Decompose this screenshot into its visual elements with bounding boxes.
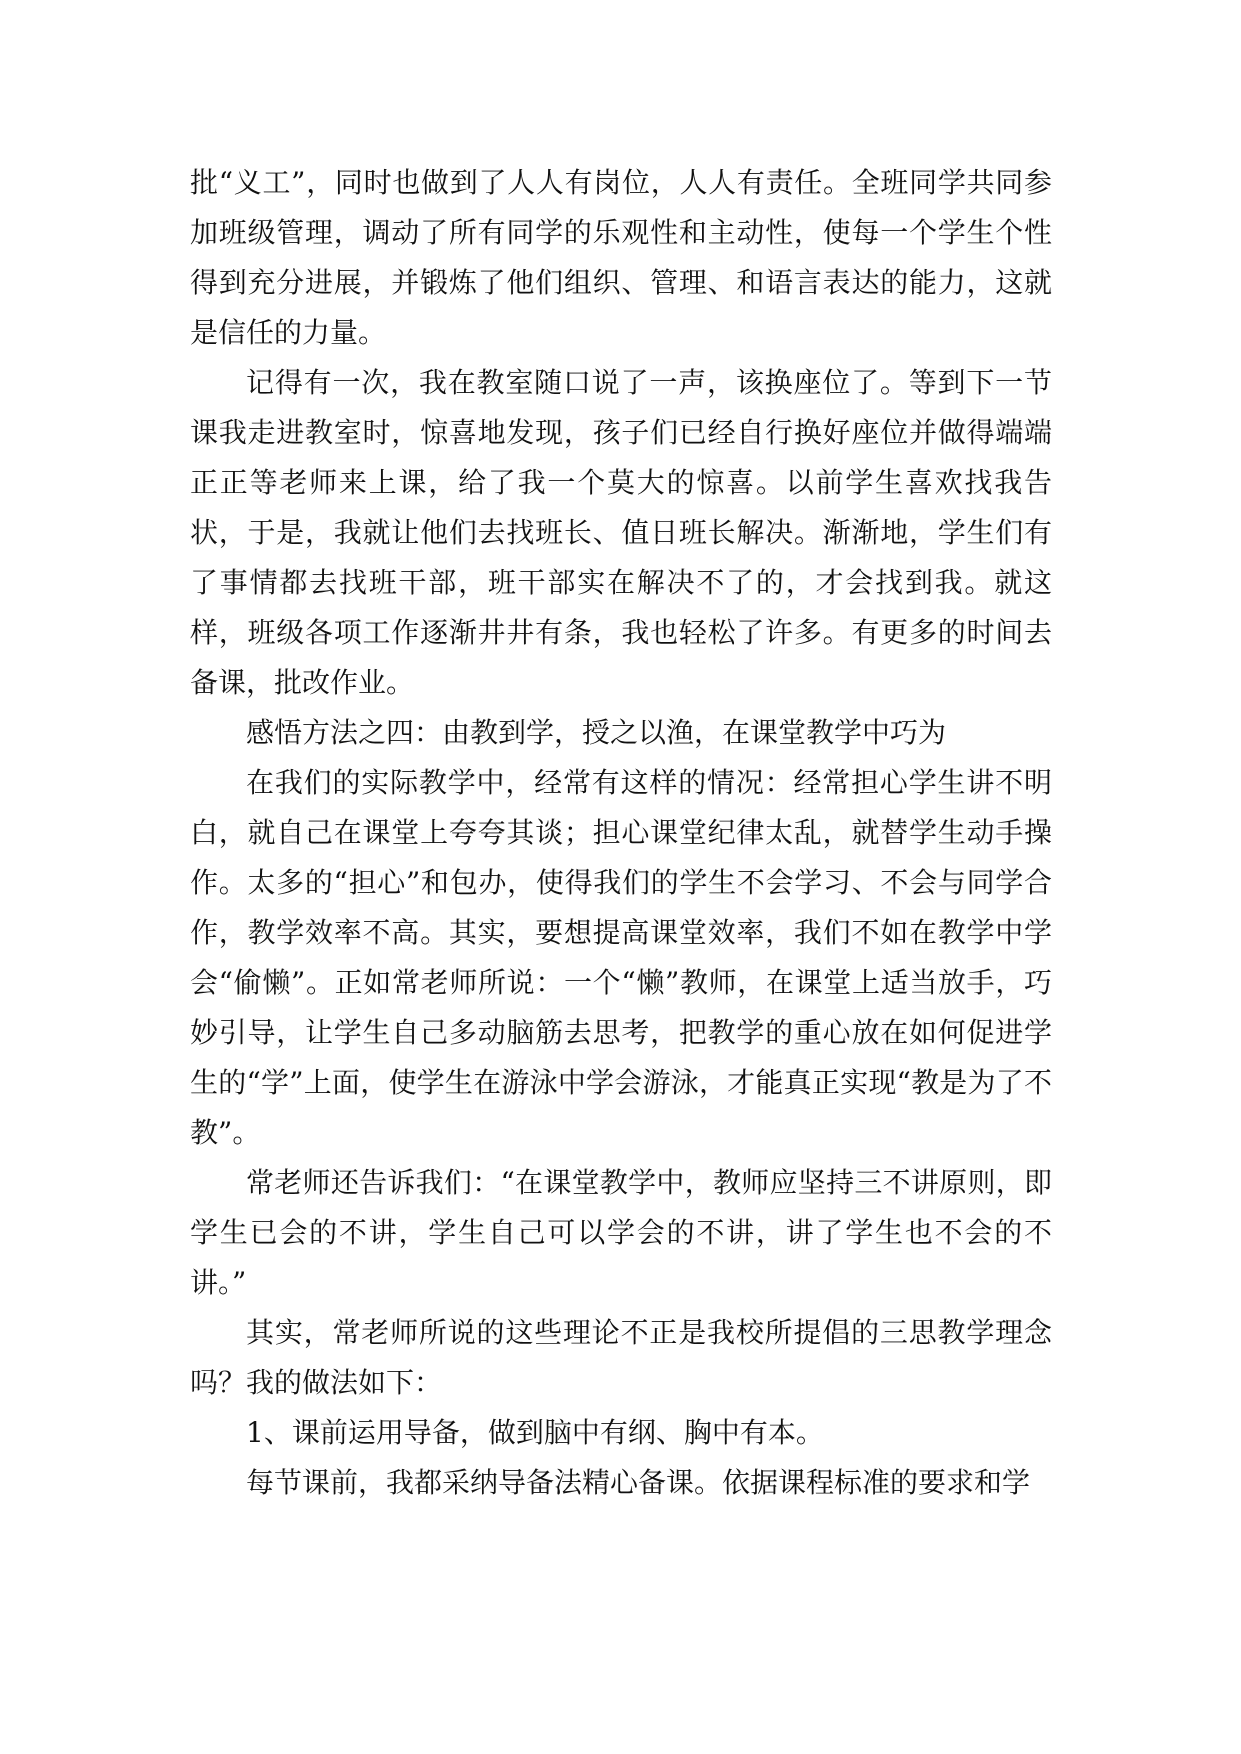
- paragraph-1: 批“义工”，同时也做到了人人有岗位，人人有责任。全班同学共同参加班级管理，调动了所有同学的乐观性和主动性，使每一个学生个性得到充分进展，并锻炼了他们组织、管理、和语言表达的能力，这就是信任的力量。: [190, 166, 1052, 349]
- paragraph-4: 常老师还告诉我们：“在课堂教学中，教师应坚持三不讲原则，即学生已会的不讲，学生自己可以学会的不讲，讲了学生也不会的不讲。”: [190, 1166, 1052, 1299]
- paragraph-5: 其实，常老师所说的这些理论不正是我校所提倡的三思教学理念吗？我的做法如下：: [190, 1316, 1052, 1399]
- section-heading: 感悟方法之四：由教到学，授之以渔，在课堂教学中巧为: [246, 716, 947, 749]
- paragraph-2: 记得有一次，我在教室随口说了一声，该换座位了。等到下一节课我走进教室时，惊喜地发现，孩子们已经自行换好座位并做得端端正正等老师来上课，给了我一个莫大的惊喜。以前学生喜欢找我告状，于是，我就让他们去找班长、值日班长解决。渐渐地，学生们有了事情都去找班干部，班干部实在解决不了的，才会找到我。就这样，班级各项工作逐渐井井有条，我也轻松了许多。有更多的时间去备课，批改作业。: [190, 366, 1052, 699]
- list-item-1: 1、课前运用导备，做到脑中有纲、胸中有本。: [246, 1416, 824, 1449]
- paragraph-6: 每节课前，我都采纳导备法精心备课。依据课程标准的要求和学: [246, 1466, 1031, 1499]
- paragraph-3: 在我们的实际教学中，经常有这样的情况：经常担心学生讲不明白，就自己在课堂上夸夸其谈；担心课堂纪律太乱，就替学生动手操作。太多的“担心”和包办，使得我们的学生不会学习、不会与同学合作，教学效率不高。其实，要想提高课堂效率，我们不如在教学中学会“偷懒”。正如常老师所说：一个“懒”教师，在课堂上适当放手，巧妙引导，让学生自己多动脑筋去思考，把教学的重心放在如何促进学生的“学”上面，使学生在游泳中学会游泳，才能真正实现“教是为了不教”。: [190, 766, 1052, 1149]
- document-body: [190, 158, 1052, 1508]
